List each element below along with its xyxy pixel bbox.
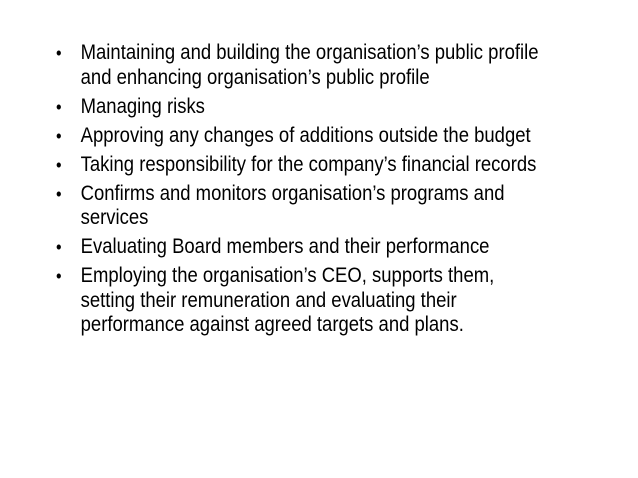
bullet-icon: •	[56, 183, 62, 204]
bullet-icon: •	[56, 96, 62, 117]
list-item	[56, 41, 549, 90]
list-item	[56, 235, 549, 260]
bullet-icon: •	[56, 154, 62, 175]
bullet-icon: •	[56, 266, 62, 286]
bullet-text: Employing the organisation’s CEO, supports them, setting their remuneration and evaluating their performance against agreed targets and plans.	[80, 264, 495, 336]
bullet-icon: •	[56, 43, 62, 63]
list-item	[56, 95, 549, 120]
list-item	[56, 124, 549, 149]
list-item	[56, 182, 549, 231]
list-item	[56, 264, 549, 338]
bullet-text: Evaluating Board members and their performance	[80, 235, 490, 258]
bullet-text: Managing risks	[80, 94, 205, 118]
bullet-list	[56, 41, 549, 342]
bullet-text: Taking responsibility for the company’s financial records	[80, 152, 537, 176]
bullet-text: Approving any changes of additions outside the budget	[80, 123, 531, 147]
list-item	[56, 153, 549, 178]
bullet-icon: •	[56, 237, 62, 257]
bullet-icon: •	[56, 125, 62, 146]
bullet-text: Maintaining and building the organisation’s public profile and enhancing organisation’s public profile	[80, 41, 539, 89]
bullet-text: Confirms and monitors organisation’s programs and services	[80, 181, 505, 229]
